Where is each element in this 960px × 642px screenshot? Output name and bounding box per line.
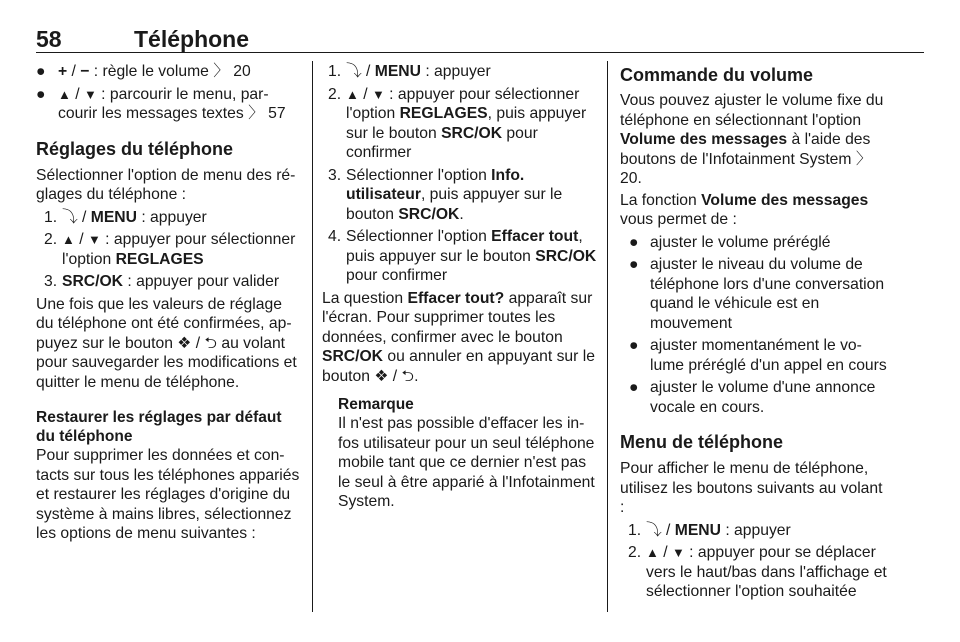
paragraph-question: La question Effacer tout? apparaît sur l'écran. Pour supprimer toutes les données, confirmer avec le bouton SRC/OK ou annuler en appuyant sur le bouton ❖ / ⮌.: [322, 289, 595, 385]
reference-arrow-icon: 〉: [855, 150, 872, 168]
note-text: Il n'est pas possible d'effacer les infos utilisateur pour un seul téléphone mobile tant que ce dernier n'est pas le seul à être apparié à l'Infotainment System.: [338, 415, 595, 510]
bullet-item: ● ajuster le niveau du volume de téléphone lors d'une conversation quand le véhicule est en mouvement: [629, 256, 885, 332]
paragraph-function: La fonction Volume des messages vous permet de :: [620, 191, 869, 228]
phone-icon: ⤵: [62, 208, 78, 226]
back-icon: ⮌: [401, 367, 415, 385]
step-2: 2. ▲ / ▼ : appuyer pour sélectionner l'option REGLAGES: [44, 231, 296, 268]
paragraph-phone-menu: Pour afficher le menu de téléphone, utilisez les boutons suivants au volant :: [620, 460, 883, 516]
paragraph-volume: Vous pouvez ajuster le volume fixe du téléphone en sélectionnant l'option Volume des messages à l'aide des boutons de l'Infotainment System 〉 20.: [620, 92, 884, 187]
note-box: [322, 395, 598, 512]
step-1: 1. ⤵ / MENU : appuyer: [328, 63, 491, 80]
reference-arrow-icon: 〉: [213, 63, 229, 80]
step-1: 1. ⤵ / MENU : appuyer: [44, 208, 207, 226]
step-3: 3. SRC/OK : appuyer pour valider: [44, 273, 280, 290]
page-reference: 57: [268, 105, 286, 122]
minus-icon: −: [80, 63, 90, 80]
paragraph-restore: Pour supprimer les données et contacts sur tous les téléphones appariés et restaurer les réglages d'origine du système à mains libres, sélectionnez les options de menu suivantes :: [36, 447, 300, 542]
back-icon: ⮌: [204, 334, 218, 352]
page-number: 58: [36, 26, 62, 52]
column-divider-2: [607, 61, 608, 612]
bullet-item: ● ajuster le volume préréglé: [629, 233, 831, 251]
down-arrow-icon: ▼: [371, 86, 385, 102]
up-arrow-icon: ▲: [646, 545, 659, 560]
up-arrow-icon: ▲: [58, 86, 71, 102]
column-divider-1: [312, 61, 313, 612]
up-arrow-icon: ▲: [346, 86, 359, 102]
heading-phone-settings: Réglages du téléphone: [36, 138, 234, 159]
note-title: Remarque: [338, 396, 414, 413]
plus-icon: +: [58, 63, 68, 80]
paragraph-intro: Sélectionner l'option de menu des réglages du téléphone :: [36, 166, 296, 203]
down-arrow-icon: ▼: [671, 545, 685, 560]
bullet-dot: ●: [36, 85, 46, 103]
bullet-dot: ●: [629, 256, 639, 273]
column-2: [322, 62, 598, 512]
reference-arrow-icon: 〉: [248, 105, 264, 122]
step-2: 2. ▲ / ▼ : appuyer pour sélectionner l'option REGLAGES, puis appuyer sur le bouton SRC/OK pour confirmer: [328, 85, 587, 161]
bullet-volume: ● + / − : règle le volume 〉 20: [36, 63, 251, 80]
bullet-navigate: ● ▲ / ▼ : parcourir le menu, parcourir les messages textes 〉 57: [36, 85, 286, 122]
bullet-item: ● ajuster le volume d'une annonce vocale en cours.: [629, 379, 876, 416]
page-title: Téléphone: [134, 26, 250, 52]
phone-icon: ⤵: [346, 63, 362, 80]
step-1: 1. ⤵ / MENU : appuyer: [628, 521, 791, 539]
bullet-dot: ●: [36, 63, 46, 80]
phone-icon: ⤵: [646, 521, 662, 539]
mute-icon: ❖: [374, 367, 389, 385]
step-3: 3. Sélectionner l'option Info. utilisateur, puis appuyer sur le bouton SRC/OK.: [328, 166, 563, 223]
page-reference: 20.: [620, 170, 642, 187]
bullet-item: ● ajuster momentanément le volume préréglé d'un appel en cours: [629, 337, 887, 374]
heading-phone-menu: Menu de téléphone: [620, 432, 784, 452]
heading-restore-defaults: Restaurer les réglages par défaut du téléphone: [36, 409, 282, 445]
bullet-dot: ●: [629, 379, 639, 396]
up-arrow-icon: ▲: [62, 232, 75, 247]
down-arrow-icon: ▼: [87, 232, 101, 247]
header-rule: [36, 52, 924, 53]
step-2: 2. ▲ / ▼ : appuyer pour se déplacer vers le haut/bas dans l'affichage et sélectionner l'option souhaitée: [628, 544, 887, 600]
step-4: 4. Sélectionner l'option Effacer tout, puis appuyer sur le bouton SRC/OK pour confirmer: [328, 228, 597, 284]
column-3: [620, 62, 888, 602]
page-reference: 20: [233, 63, 251, 80]
heading-volume-control: Commande du volume: [620, 65, 814, 85]
mute-icon: ❖: [177, 334, 192, 352]
paragraph-confirm: Une fois que les valeurs de réglage du téléphone ont été confirmées, appuyez sur le bouton ❖ / ⮌ au volant pour sauvegarder les modifications et quitter le menu de téléphone.: [36, 295, 297, 391]
down-arrow-icon: ▼: [83, 86, 97, 102]
bullet-dot: ●: [629, 337, 639, 354]
column-1: [36, 62, 301, 544]
bullet-dot: ●: [629, 233, 639, 251]
